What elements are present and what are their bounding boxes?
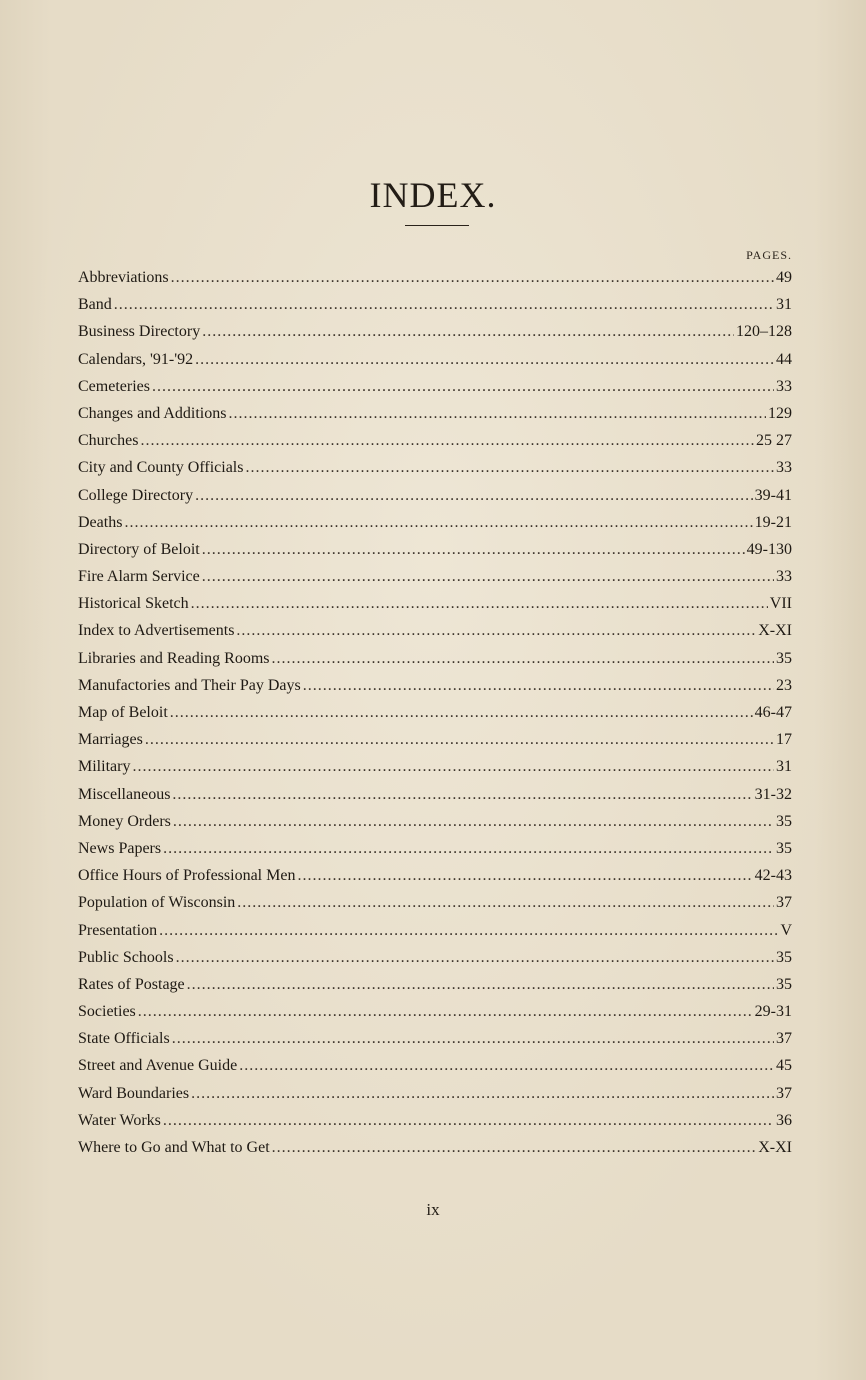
dot-leader bbox=[171, 264, 774, 291]
dot-leader bbox=[236, 617, 756, 644]
index-entry bbox=[78, 509, 792, 536]
index-list bbox=[78, 264, 792, 1161]
index-entry bbox=[78, 563, 792, 590]
index-entry bbox=[78, 482, 792, 509]
index-entry bbox=[78, 454, 792, 481]
index-entry bbox=[78, 699, 792, 726]
dot-leader bbox=[191, 590, 768, 617]
index-entry-label: Manufactories and Their Pay Days bbox=[78, 676, 301, 694]
index-entry bbox=[78, 590, 792, 617]
index-entry-label: Abbreviations bbox=[78, 269, 169, 286]
index-entry bbox=[78, 346, 792, 373]
index-entry bbox=[78, 971, 792, 998]
index-entry-pages: 33 bbox=[776, 459, 792, 477]
page-title: INDEX. bbox=[369, 175, 497, 216]
index-entry bbox=[78, 726, 792, 753]
index-entry bbox=[78, 536, 792, 563]
index-entry bbox=[78, 373, 792, 400]
index-entry-pages: 31 bbox=[776, 296, 792, 314]
index-entry-pages: 37 bbox=[776, 1030, 792, 1048]
dot-leader bbox=[152, 373, 774, 400]
index-entry-pages: 23 bbox=[776, 676, 792, 694]
index-entry-pages: V bbox=[780, 921, 792, 939]
dot-leader bbox=[172, 1025, 774, 1052]
index-entry-pages: X-XI bbox=[758, 622, 792, 640]
index-entry-pages: 29-31 bbox=[754, 1003, 792, 1021]
index-entry bbox=[78, 889, 792, 916]
index-entry-pages: 33 bbox=[776, 377, 792, 395]
index-entry-label: State Officials bbox=[78, 1030, 170, 1048]
index-entry bbox=[78, 808, 792, 835]
index-entry-label: News Papers bbox=[78, 839, 162, 857]
dot-leader bbox=[159, 917, 778, 944]
index-entry-label: Money Orders bbox=[78, 812, 171, 830]
index-entry-pages: 37 bbox=[776, 1084, 792, 1102]
dot-leader bbox=[272, 1134, 757, 1161]
dot-leader bbox=[202, 563, 774, 590]
index-entry-label: Calendars, '91-'92 bbox=[78, 350, 194, 368]
index-entry-pages: 35 bbox=[776, 975, 792, 993]
index-entry bbox=[78, 835, 792, 862]
index-entry-label: College Directory bbox=[78, 486, 194, 504]
index-entry-label: Churches bbox=[78, 432, 139, 450]
index-entry-label: Index to Advertisements bbox=[78, 622, 235, 640]
index-entry-label: Band bbox=[78, 296, 112, 314]
index-entry bbox=[78, 1080, 792, 1107]
index-entry-pages: 49 bbox=[776, 269, 792, 286]
index-entry-label: Cemeteries bbox=[78, 377, 150, 395]
dot-leader bbox=[172, 781, 752, 808]
dot-leader bbox=[297, 862, 752, 889]
index-entry-label: Population of Wisconsin bbox=[78, 894, 236, 912]
index-entry-label: Rates of Postage bbox=[78, 975, 185, 993]
pages-column-heading: PAGES. bbox=[746, 248, 792, 262]
index-entry-pages: 120–128 bbox=[736, 323, 792, 341]
dot-leader bbox=[138, 998, 753, 1025]
index-entry-label: Deaths bbox=[78, 513, 123, 531]
index-entry-label: City and County Officials bbox=[78, 459, 244, 477]
index-entry-pages: 19-21 bbox=[754, 513, 792, 531]
index-entry bbox=[78, 944, 792, 971]
index-entry bbox=[78, 617, 792, 644]
index-entry bbox=[78, 998, 792, 1025]
dot-leader bbox=[173, 808, 774, 835]
index-entry-label: Changes and Additions bbox=[78, 404, 227, 422]
index-entry-label: Directory of Beloit bbox=[78, 540, 200, 558]
index-entry-pages: 31 bbox=[776, 758, 792, 776]
index-entry bbox=[78, 400, 792, 427]
dot-leader bbox=[239, 1052, 774, 1079]
index-entry-pages: 35 bbox=[776, 649, 792, 667]
dot-leader bbox=[145, 726, 774, 753]
index-entry-label: Street and Avenue Guide bbox=[78, 1057, 238, 1075]
dot-leader bbox=[202, 536, 745, 563]
index-entry-pages: 35 bbox=[776, 839, 792, 857]
dot-leader bbox=[163, 1107, 774, 1134]
index-entry-label: Where to Go and What to Get bbox=[78, 1139, 270, 1156]
title-rule bbox=[405, 225, 469, 226]
index-entry-label: Ward Boundaries bbox=[78, 1084, 190, 1102]
index-entry bbox=[78, 1107, 792, 1134]
dot-leader bbox=[176, 944, 774, 971]
index-entry-pages: X-XI bbox=[758, 1139, 792, 1156]
index-entry-pages: 44 bbox=[776, 350, 792, 368]
index-entry bbox=[78, 781, 792, 808]
index-entry-label: Map of Beloit bbox=[78, 704, 168, 721]
dot-leader bbox=[237, 889, 774, 916]
index-entry-pages: 49-130 bbox=[746, 540, 792, 558]
index-entry-label: Marriages bbox=[78, 731, 143, 749]
index-entry-label: Presentation bbox=[78, 921, 158, 939]
dot-leader bbox=[191, 1080, 774, 1107]
index-entry-label: Water Works bbox=[78, 1111, 161, 1129]
index-entry bbox=[78, 1025, 792, 1052]
index-entry-pages: 36 bbox=[776, 1111, 792, 1129]
dot-leader bbox=[303, 672, 774, 699]
index-entry bbox=[78, 1052, 792, 1079]
index-entry-pages: 25 27 bbox=[756, 432, 792, 450]
index-entry-pages: 46-47 bbox=[754, 704, 792, 721]
index-entry bbox=[78, 672, 792, 699]
index-entry-label: Libraries and Reading Rooms bbox=[78, 649, 270, 667]
index-entry bbox=[78, 318, 792, 345]
dot-leader bbox=[195, 346, 774, 373]
index-entry-pages: 37 bbox=[776, 894, 792, 912]
dot-leader bbox=[140, 427, 754, 454]
index-entry-pages: VII bbox=[769, 595, 792, 613]
index-entry-label: Military bbox=[78, 758, 131, 776]
index-entry bbox=[78, 862, 792, 889]
index-entry-pages: 45 bbox=[776, 1057, 792, 1075]
index-entry bbox=[78, 264, 792, 291]
dot-leader bbox=[132, 753, 774, 780]
dot-leader bbox=[245, 454, 774, 481]
index-entry-label: Fire Alarm Service bbox=[78, 568, 200, 586]
page-number: ix bbox=[426, 1200, 440, 1219]
index-entry-pages: 129 bbox=[768, 404, 792, 422]
dot-leader bbox=[202, 318, 734, 345]
index-entry-pages: 33 bbox=[776, 568, 792, 586]
index-entry-pages: 35 bbox=[776, 948, 792, 966]
index-entry bbox=[78, 1134, 792, 1161]
index-entry-label: Miscellaneous bbox=[78, 785, 171, 803]
index-entry bbox=[78, 753, 792, 780]
index-entry-label: Public Schools bbox=[78, 948, 174, 966]
index-entry-pages: 35 bbox=[776, 812, 792, 830]
index-entry-label: Historical Sketch bbox=[78, 595, 189, 613]
dot-leader bbox=[170, 699, 753, 726]
index-entry bbox=[78, 427, 792, 454]
dot-leader bbox=[195, 482, 753, 509]
index-entry-label: Office Hours of Professional Men bbox=[78, 867, 296, 885]
index-entry-label: Business Directory bbox=[78, 323, 201, 341]
dot-leader bbox=[272, 645, 774, 672]
index-entry bbox=[78, 291, 792, 318]
index-entry bbox=[78, 917, 792, 944]
dot-leader bbox=[163, 835, 774, 862]
index-entry-label: Societies bbox=[78, 1003, 136, 1021]
index-entry-pages: 39-41 bbox=[754, 486, 792, 504]
index-entry-pages: 31-32 bbox=[754, 785, 792, 803]
dot-leader bbox=[228, 400, 766, 427]
dot-leader bbox=[124, 509, 752, 536]
dot-leader bbox=[187, 971, 774, 998]
index-entry-pages: 42-43 bbox=[754, 867, 792, 885]
index-entry bbox=[78, 645, 792, 672]
dot-leader bbox=[114, 291, 774, 318]
index-entry-pages: 17 bbox=[776, 731, 792, 749]
